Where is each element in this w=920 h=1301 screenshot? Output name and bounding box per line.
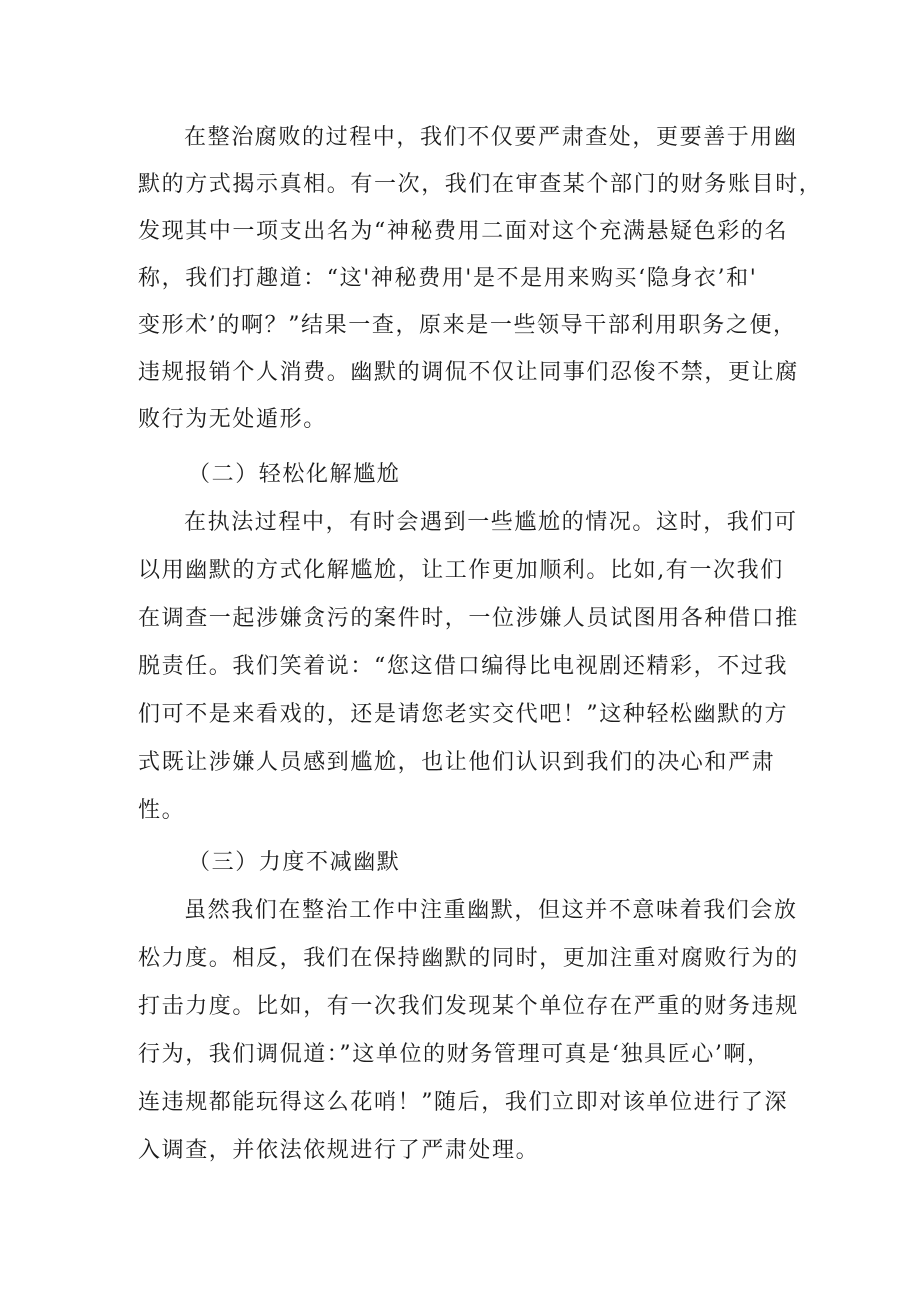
section-heading-2: （二）轻松化解尴尬 [188,462,401,487]
paragraph-1-line-1: 在整治腐败的过程中，我们不仅要严肃查处，更要善于用幽 [184,125,798,150]
paragraph-1-line-6: 违规报销个人消费。幽默的调侃不仅让同事们忍俊不禁，更让腐 [138,360,799,385]
paragraph-1-line-7: 败行为无处遁形。 [138,407,327,432]
paragraph-1-line-2: 默的方式揭示真相。有一次，我们在审查某个部门的财务账目时， [138,172,823,197]
paragraph-3-line-3: 打击力度。比如，有一次我们发现某个单位存在严重的财务违规 [138,994,799,1019]
paragraph-2-line-1: 在执法过程中，有时会遇到一些尴尬的情况。这时，我们可 [184,510,798,535]
paragraph-3-line-4: 行为，我们调侃道：”这单位的财务管理可真是‘独具匠心’啊， [138,1042,771,1067]
paragraph-2-line-4: 脱责任。我们笑着说：“您这借口编得比电视剧还精彩，不过我 [138,654,789,679]
paragraph-1-line-3: 发现其中一项支出名为“神秘费用二面对这个充满悬疑色彩的名 [138,219,789,244]
paragraph-2-line-3: 在调查一起涉嫌贪污的案件时，一位涉嫌人员试图用各种借口推 [138,606,799,631]
paragraph-2-line-5: 们可不是来看戏的，还是请您老实交代吧！”这种轻松幽默的方 [138,702,789,727]
paragraph-1-line-5: 变形术’的啊？”结果一查，原来是一些领导干部利用职务之便， [138,313,797,338]
paragraph-3-line-2: 松力度。相反，我们在保持幽默的同时，更加注重对腐败行为的 [138,946,799,971]
paragraph-2-line-6: 式既让涉嫌人员感到尴尬，也让他们认识到我们的决心和严肃 [138,750,776,775]
section-heading-3: （三）力度不减幽默 [188,850,401,875]
paragraph-3-line-5: 连违规都能玩得这么花哨！”随后，我们立即对该单位进行了深 [138,1090,789,1115]
paragraph-2-line-2: 以用幽默的方式化解尴尬，让工作更加顺利。比如,有一次我们 [138,558,784,583]
paragraph-3-line-6: 入调查，并依法依规进行了严肃处理。 [138,1138,540,1163]
paragraph-1-line-4: 称，我们打趣道：“这'神秘费用'是不是用来购买‘隐身衣’和' [138,266,758,291]
paragraph-2-line-7: 性。 [138,798,186,823]
paragraph-3-line-1: 虽然我们在整治工作中注重幽默，但这并不意味着我们会放 [184,898,798,923]
